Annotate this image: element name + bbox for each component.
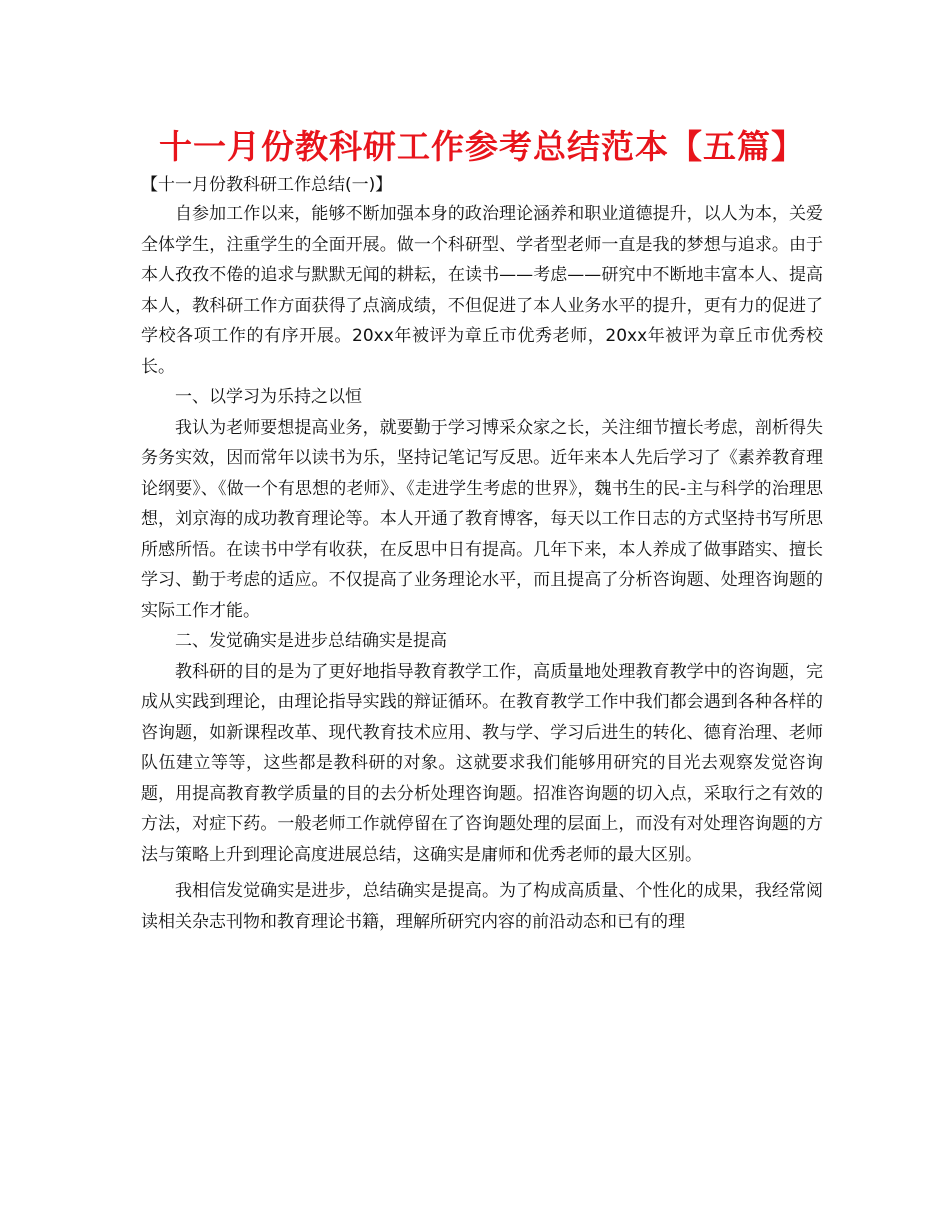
heading-learning: 一、以学习为乐持之以恒 <box>175 387 362 407</box>
paragraph-summary: 我相信发觉确实是进步，总结确实是提高。为了构成高质量、个性化的成果，我经常阅读相关杂志刊物和教育理论书籍，理解所研究内容的前沿动态和已有的理 <box>141 881 823 932</box>
document-page <box>141 125 823 937</box>
paragraph-learning: 我认为老师要想提高业务，就要勤于学习博采众家之长，关注细节擅长考虑，剖析得失务务实效，因而常年以读书为乐，坚持记笔记写反思。近年来本人先后学习了《素养教育理论纲要》、《做一个有思想的老师》、《走进学生考虑的世界》，魏书生的民-主与科学的治理思想，刘京海的成功教育理论等。本人开通了教育博客，每天以工作日志的方式坚持书写所思所感所悟。在读书中学有收获，在反思中日有提高。几年下来，本人养成了做事踏实、擅长学习、勤于考虑的适应。不仅提高了业务理论水平，而且提高了分析咨询题、处理咨询题的实际工作才能。 <box>141 417 823 621</box>
section-title: 【十一月份教科研工作总结(一)】 <box>141 175 393 195</box>
heading-discovery: 二、发觉确实是进步总结确实是提高 <box>175 631 447 651</box>
paragraph-intro: 自参加工作以来，能够不断加强本身的政治理论涵养和职业道德提升，以人为本，关爱全体学生，注重学生的全面开展。做一个科研型、学者型老师一直是我的梦想与追求。由于本人孜孜不倦的追求与默默无闻的耕耘，在读书——考虑——研究中不断地丰富本人、提高本人，教科研工作方面获得了点滴成绩，不但促进了本人业务水平的提升，更有力的促进了学校各项工作的有序开展。20xx年被评为章丘市优秀老师，20xx年被评为章丘市优秀校长。 <box>141 204 823 377</box>
paragraph-research: 教科研的目的是为了更好地指导教育教学工作，高质量地处理教育教学中的咨询题，完成从实践到理论，由理论指导实践的辩证循环。在教育教学工作中我们都会遇到各种各样的咨询题，如新课程改革、现代教育技术应用、教与学、学习后进生的转化、德育治理、老师队伍建立等等，这些都是教科研的对象。这就要求我们能够用研究的目光去观察发觉咨询题，用提高教育教学质量的目的去分析处理咨询题。招准咨询题的切入点，采取行之有效的方法，对症下药。一般老师工作就停留在了咨询题处理的层面上，而没有对处理咨询题的方法与策略上升到理论高度进展总结，这确实是庸师和优秀老师的最大区别。 <box>141 661 823 865</box>
document-title: 十一月份教科研工作参考总结范本【五篇】 <box>159 127 805 166</box>
